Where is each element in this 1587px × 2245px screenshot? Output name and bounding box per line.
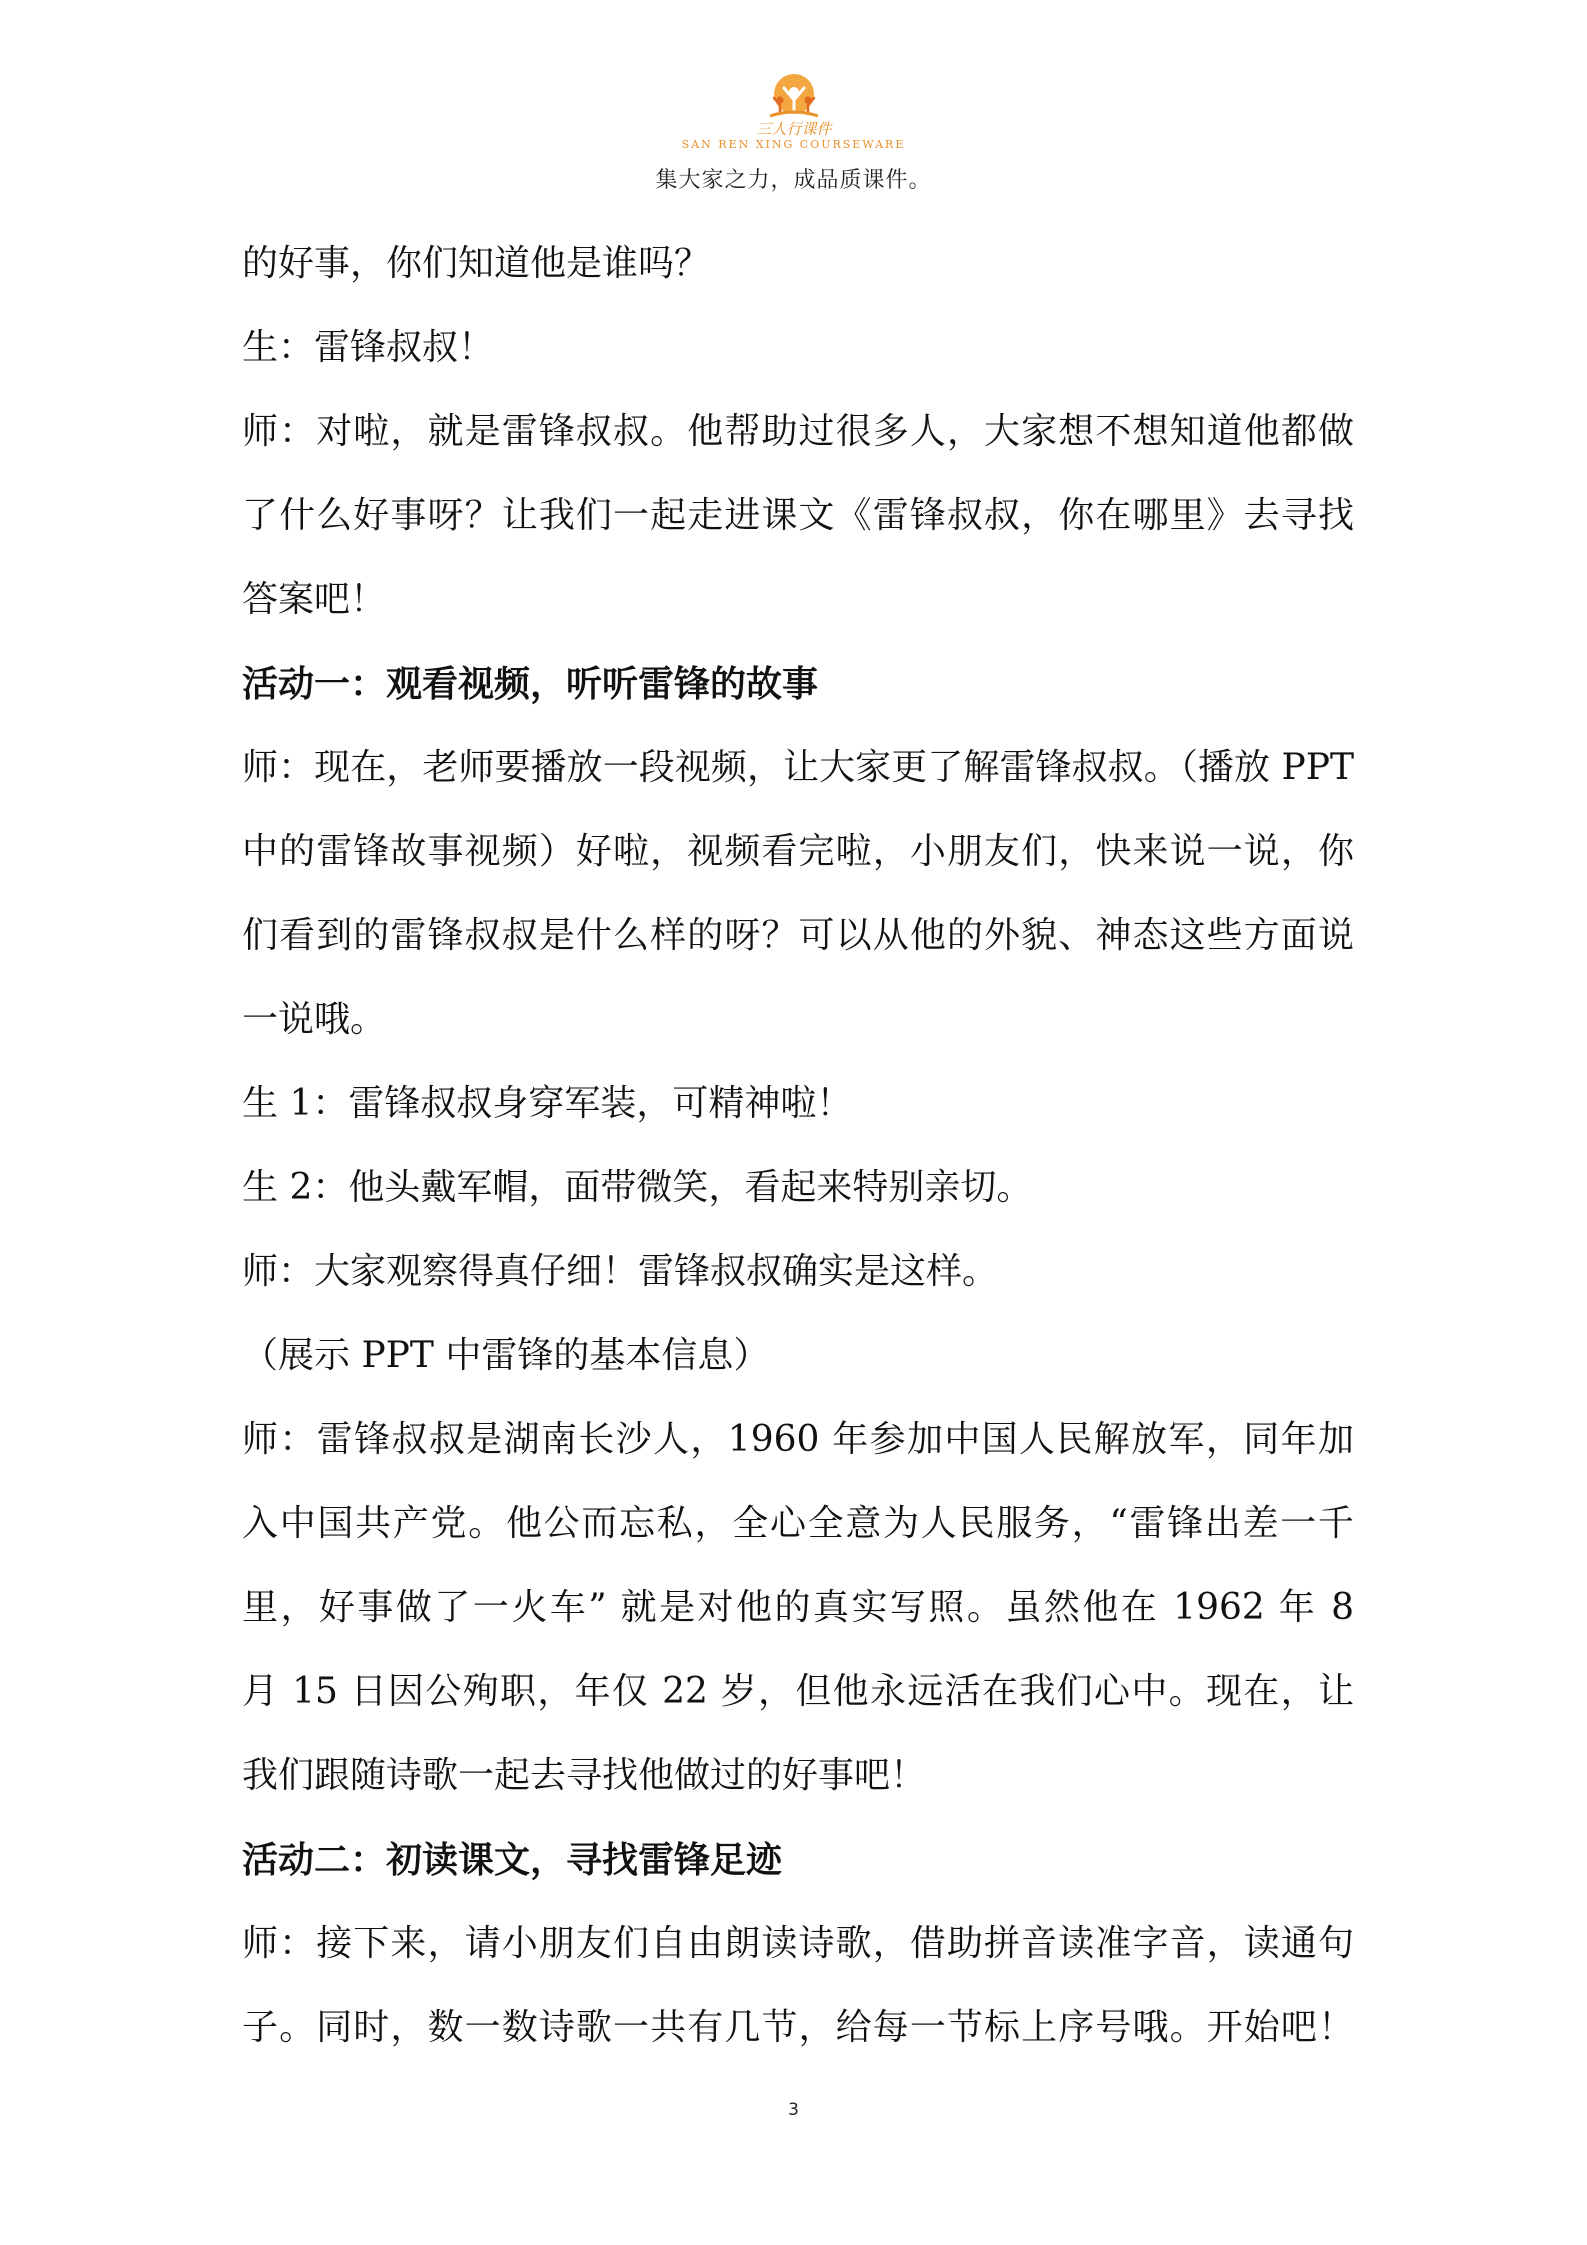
- people-cheering-logo-icon: [734, 70, 854, 140]
- paragraph-line: 中的雷锋故事视频）好啦，视频看完啦，小朋友们，快来说一说，你: [242, 831, 1354, 872]
- paragraph-line: 我们跟随诗歌一起去寻找他做过的好事吧！: [242, 1755, 927, 1796]
- teacher-line: 师：接下来，请小朋友们自由朗读诗歌，借助拼音读准字音，读通句: [242, 1923, 1354, 1964]
- page-header: [0, 70, 1587, 194]
- paragraph-line: 的好事，你们知道他是谁吗？: [242, 243, 711, 284]
- student-line: 生 1：雷锋叔叔身穿军装，可精神啦！: [242, 1083, 853, 1124]
- paragraph-line: 里，好事做了一火车” 就是对他的真实写照。虽然他在 1962 年 8: [242, 1587, 1354, 1628]
- section-heading: 活动二：初读课文，寻找雷锋足迹: [242, 1839, 783, 1881]
- logo-text: 三人行课件: [755, 120, 832, 138]
- teacher-line: 师：大家观察得真仔细！雷锋叔叔确实是这样。: [242, 1251, 999, 1292]
- student-line: 生 2：他头戴军帽，面带微笑，看起来特别亲切。: [242, 1167, 1033, 1208]
- paragraph-line: 了什么好事呀？让我们一起走进课文《雷锋叔叔，你在哪里》去寻找: [242, 495, 1354, 536]
- logo-subtext: SAN REN XING COURSEWARE: [681, 138, 906, 151]
- document-body: [242, 222, 1354, 2070]
- section-heading: 活动一：观看视频，听听雷锋的故事: [242, 663, 819, 705]
- paragraph-line: 一说哦。: [242, 999, 387, 1040]
- student-line: 生：雷锋叔叔！: [242, 327, 495, 368]
- teacher-line: 师：现在，老师要播放一段视频，让大家更了解雷锋叔叔。（播放 PPT: [242, 747, 1354, 788]
- stage-direction: （展示 PPT 中雷锋的基本信息）: [242, 1335, 770, 1376]
- paragraph-line: 答案吧！: [242, 579, 387, 620]
- paragraph-line: 们看到的雷锋叔叔是什么样的呀？可以从他的外貌、神态这些方面说: [242, 915, 1354, 956]
- paragraph-line: 子。同时，数一数诗歌一共有几节，给每一节标上序号哦。开始吧！: [242, 2007, 1354, 2048]
- paragraph-line: 月 15 日因公殉职，年仅 22 岁，但他永远活在我们心中。现在，让: [242, 1671, 1354, 1712]
- header-motto: 集大家之力，成品质课件。: [655, 168, 932, 193]
- paragraph-line: 入中国共产党。他公而忘私，全心全意为人民服务，“雷锋出差一千: [242, 1503, 1354, 1544]
- page-number: 3: [788, 2100, 799, 2120]
- teacher-line: 师：雷锋叔叔是湖南长沙人，1960 年参加中国人民解放军，同年加: [242, 1419, 1354, 1460]
- teacher-line: 师：对啦，就是雷锋叔叔。他帮助过很多人，大家想不想知道他都做: [242, 411, 1354, 452]
